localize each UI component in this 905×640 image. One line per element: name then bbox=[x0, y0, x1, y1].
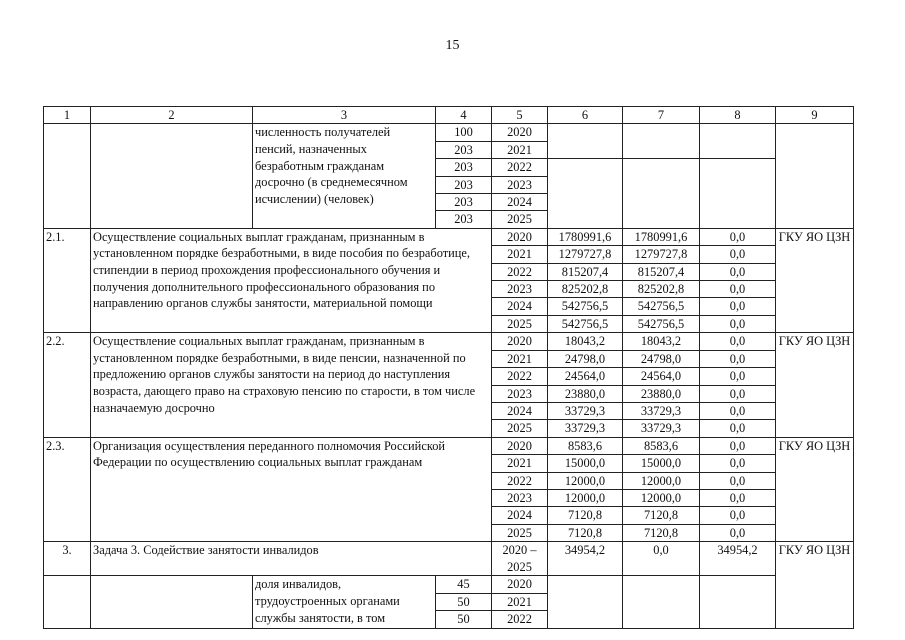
year-cell: 2023 bbox=[492, 281, 548, 298]
amount-regional: 0,0 bbox=[700, 437, 776, 454]
table-body bbox=[44, 107, 854, 629]
amount-total: 24564,0 bbox=[548, 368, 623, 385]
year-cell: 2022 bbox=[492, 159, 548, 176]
measure-number: 2.2. bbox=[44, 333, 91, 437]
amount-total: 34954,2 bbox=[548, 542, 623, 576]
header-cell: 9 bbox=[776, 107, 854, 124]
amount-regional: 0,0 bbox=[700, 263, 776, 280]
page-number: 15 bbox=[445, 38, 460, 53]
year-cell: 2021 bbox=[492, 350, 548, 367]
year-cell: 2024 bbox=[492, 298, 548, 315]
amount-federal: 825202,8 bbox=[623, 281, 700, 298]
year-cell: 2021 bbox=[492, 455, 548, 472]
header-cell: 8 bbox=[700, 107, 776, 124]
amount-regional: 0,0 bbox=[700, 368, 776, 385]
measure-row bbox=[44, 333, 854, 350]
indicator-name-cont bbox=[253, 211, 436, 228]
amount-federal: 12000,0 bbox=[623, 472, 700, 489]
amount-total bbox=[548, 159, 623, 229]
amount-federal: 542756,5 bbox=[623, 315, 700, 332]
year-cell: 2025 bbox=[492, 211, 548, 228]
year-cell: 2022 bbox=[492, 368, 548, 385]
amount-total: 12000,0 bbox=[548, 489, 623, 506]
header-cell: 7 bbox=[623, 107, 700, 124]
year-cell: 2020 bbox=[492, 576, 548, 593]
amount-federal: 1780991,6 bbox=[623, 228, 700, 245]
year-cell: 2024 bbox=[492, 194, 548, 211]
measure-name: Организация осуществления переданного полномочия Российской Федерации по осуществлению социальных выплат гражданам bbox=[91, 437, 492, 541]
year-cell: 2025 bbox=[492, 420, 548, 437]
amount-federal: 0,0 bbox=[623, 542, 700, 576]
measure-row bbox=[44, 228, 854, 245]
amount-federal: 24798,0 bbox=[623, 350, 700, 367]
indicator-value: 50 bbox=[436, 593, 492, 610]
amount-total: 7120,8 bbox=[548, 507, 623, 524]
amount-regional: 34954,2 bbox=[700, 542, 776, 576]
number-cell bbox=[44, 124, 91, 228]
header-cell: 4 bbox=[436, 107, 492, 124]
amount-regional: 0,0 bbox=[700, 402, 776, 419]
amount-total: 12000,0 bbox=[548, 472, 623, 489]
amount-regional: 0,0 bbox=[700, 350, 776, 367]
indicator-value: 203 bbox=[436, 159, 492, 176]
indicator-name: численность получателей пенсий, назначенных безработным гражданам досрочно (в среднемесячном исчислении) (человек) bbox=[253, 124, 436, 211]
year-cell: 2024 bbox=[492, 507, 548, 524]
year-cell: 2021 bbox=[492, 141, 548, 158]
amount-regional: 0,0 bbox=[700, 315, 776, 332]
year-cell: 2023 bbox=[492, 489, 548, 506]
amount-regional: 0,0 bbox=[700, 489, 776, 506]
amount-regional bbox=[700, 159, 776, 229]
measure-name: Осуществление социальных выплат гражданам, признанным в установленном порядке безработными, в виде пособия по безработице, стипендии в период прохождения профессионального обучения и получения дополнительного профессионального образования по направлению органов службы занятости, материальной помощи bbox=[91, 228, 492, 332]
amount-regional: 0,0 bbox=[700, 246, 776, 263]
header-cell: 6 bbox=[548, 107, 623, 124]
amount-total: 815207,4 bbox=[548, 263, 623, 280]
year-cell: 2025 bbox=[492, 524, 548, 541]
indicator-row bbox=[44, 124, 854, 141]
amount-total: 24798,0 bbox=[548, 350, 623, 367]
amount-regional: 0,0 bbox=[700, 385, 776, 402]
amount-regional: 0,0 bbox=[700, 333, 776, 350]
executor-cell: ГКУ ЯО ЦЗН bbox=[776, 542, 854, 628]
amount-federal: 33729,3 bbox=[623, 402, 700, 419]
amount-federal: 24564,0 bbox=[623, 368, 700, 385]
amount-total bbox=[548, 124, 623, 159]
task-number: 3. bbox=[44, 542, 91, 576]
year-range: 2020 – 2025 bbox=[492, 542, 548, 576]
amount-regional: 0,0 bbox=[700, 420, 776, 437]
amount-total: 1279727,8 bbox=[548, 246, 623, 263]
amount-federal: 12000,0 bbox=[623, 489, 700, 506]
amount-total: 18043,2 bbox=[548, 333, 623, 350]
amount-federal: 7120,8 bbox=[623, 524, 700, 541]
year-cell: 2020 bbox=[492, 333, 548, 350]
year-cell: 2024 bbox=[492, 402, 548, 419]
indicator-value: 203 bbox=[436, 176, 492, 193]
header-cell: 2 bbox=[91, 107, 253, 124]
header-cell: 5 bbox=[492, 107, 548, 124]
year-cell: 2020 bbox=[492, 437, 548, 454]
year-cell: 2021 bbox=[492, 593, 548, 610]
amount-total: 15000,0 bbox=[548, 455, 623, 472]
amount-federal bbox=[623, 576, 700, 628]
amount-regional: 0,0 bbox=[700, 472, 776, 489]
indicator-value: 203 bbox=[436, 194, 492, 211]
indicator-value: 45 bbox=[436, 576, 492, 593]
amount-total: 1780991,6 bbox=[548, 228, 623, 245]
amount-regional: 0,0 bbox=[700, 281, 776, 298]
amount-federal bbox=[623, 124, 700, 159]
amount-total: 7120,8 bbox=[548, 524, 623, 541]
indicator-name: доля инвалидов, трудоустроенных органами службы занятости, в том bbox=[253, 576, 436, 628]
amount-federal: 1279727,8 bbox=[623, 246, 700, 263]
year-cell: 2020 bbox=[492, 228, 548, 245]
amount-total: 23880,0 bbox=[548, 385, 623, 402]
amount-federal: 815207,4 bbox=[623, 263, 700, 280]
measure-name: Осуществление социальных выплат гражданам, признанным в установленном порядке безработными, в виде пенсии, назначенной по предложению органов службы занятости на период до наступления возраста, дающего право на страховую пенсию по старости, в том числе назначаемую досрочно bbox=[91, 333, 492, 437]
amount-total: 542756,5 bbox=[548, 298, 623, 315]
amount-federal: 33729,3 bbox=[623, 420, 700, 437]
indicator-value: 100 bbox=[436, 124, 492, 141]
amount-regional bbox=[700, 124, 776, 159]
executor-cell: ГКУ ЯО ЦЗН bbox=[776, 333, 854, 437]
year-cell: 2022 bbox=[492, 263, 548, 280]
amount-federal: 15000,0 bbox=[623, 455, 700, 472]
header-cell: 3 bbox=[253, 107, 436, 124]
amount-federal: 8583,6 bbox=[623, 437, 700, 454]
measure-row bbox=[44, 437, 854, 454]
amount-regional bbox=[700, 576, 776, 628]
amount-regional: 0,0 bbox=[700, 298, 776, 315]
amount-total: 542756,5 bbox=[548, 315, 623, 332]
amount-federal: 7120,8 bbox=[623, 507, 700, 524]
amount-regional: 0,0 bbox=[700, 507, 776, 524]
year-cell: 2025 bbox=[492, 315, 548, 332]
amount-total: 33729,3 bbox=[548, 402, 623, 419]
year-cell: 2023 bbox=[492, 385, 548, 402]
header-row bbox=[44, 107, 854, 124]
executor-cell bbox=[776, 124, 854, 228]
name-cell bbox=[91, 124, 253, 228]
name-cell bbox=[91, 576, 253, 628]
task-name: Задача 3. Содействие занятости инвалидов bbox=[91, 542, 492, 576]
amount-federal: 542756,5 bbox=[623, 298, 700, 315]
executor-cell: ГКУ ЯО ЦЗН bbox=[776, 437, 854, 541]
year-cell: 2020 bbox=[492, 124, 548, 141]
executor-cell: ГКУ ЯО ЦЗН bbox=[776, 228, 854, 332]
amount-federal bbox=[623, 159, 700, 229]
indicator-value: 203 bbox=[436, 141, 492, 158]
indicator-row bbox=[44, 576, 854, 593]
number-cell bbox=[44, 576, 91, 628]
amount-total: 825202,8 bbox=[548, 281, 623, 298]
indicator-value: 50 bbox=[436, 611, 492, 628]
amount-regional: 0,0 bbox=[700, 524, 776, 541]
amount-regional: 0,0 bbox=[700, 228, 776, 245]
amount-regional: 0,0 bbox=[700, 455, 776, 472]
measure-number: 2.1. bbox=[44, 228, 91, 332]
amount-total: 8583,6 bbox=[548, 437, 623, 454]
measure-number: 2.3. bbox=[44, 437, 91, 541]
year-cell: 2023 bbox=[492, 176, 548, 193]
year-cell: 2021 bbox=[492, 246, 548, 263]
amount-total: 33729,3 bbox=[548, 420, 623, 437]
task-row bbox=[44, 542, 854, 576]
amount-total bbox=[548, 576, 623, 628]
header-cell: 1 bbox=[44, 107, 91, 124]
amount-federal: 23880,0 bbox=[623, 385, 700, 402]
amount-federal: 18043,2 bbox=[623, 333, 700, 350]
program-table bbox=[43, 106, 854, 629]
year-cell: 2022 bbox=[492, 611, 548, 628]
year-cell: 2022 bbox=[492, 472, 548, 489]
indicator-value: 203 bbox=[436, 211, 492, 228]
